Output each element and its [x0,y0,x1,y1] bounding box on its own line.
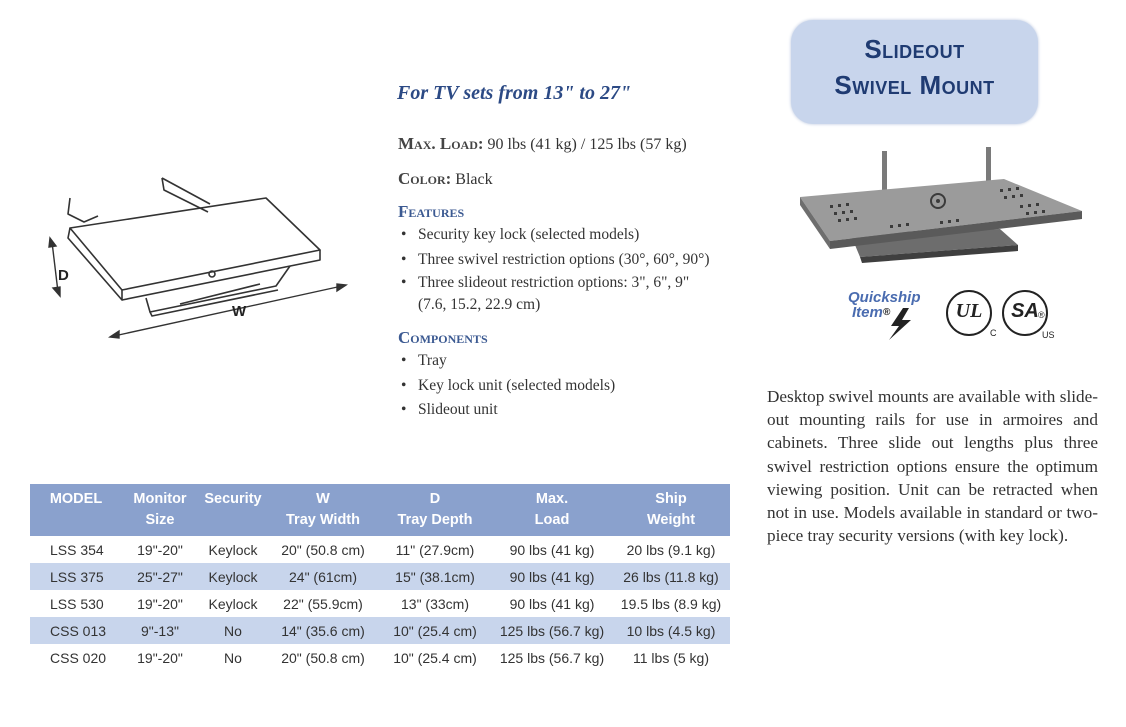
cell-max-load: 90 lbs (41 kg) [509,568,595,585]
cell-max-load: 90 lbs (41 kg) [509,595,595,612]
cell-ship-weight: 26 lbs (11.8 kg) [623,568,719,585]
color-label: Color: [398,169,452,188]
cell-tray-depth: 10" (25.4 cm) [393,622,477,639]
swivel-mount-product-image [790,145,1090,270]
cell-tray-width: 22" (55.9cm) [283,595,363,612]
cell-model: CSS 013 [50,622,107,639]
component-item: • Slideout unit [398,398,615,423]
header-max-load: Max. Load [534,491,570,528]
registered-mark: ® [882,307,891,318]
csa-registered-mark: ® [1038,310,1045,320]
ul-mark-text: UL [955,300,983,322]
cell-model: LSS 375 [50,568,104,585]
width-label: W [232,303,247,320]
header-tray-width: W Tray Width [286,491,360,528]
table-row [30,590,730,617]
cell-max-load: 90 lbs (41 kg) [509,541,595,558]
cell-tray-depth: 10" (25.4 cm) [393,649,477,666]
cell-security: Keylock [208,541,258,558]
components-list [398,349,615,423]
cell-tray-width: 24" (61cm) [289,568,357,585]
product-description: Desktop swivel mounts are available with slide-out mounting rails for use in armoires and cabinets. Three slide out lengths plus three swivel restriction options ensure the optimum viewing position. Unit can be retracted when not in use. Models available in standard or two-piece tray security versions (with key lock). [767,387,1098,546]
cell-tray-width: 20" (50.8 cm) [281,541,365,558]
table-row [30,617,730,644]
max-load-spec [398,134,687,154]
csa-mark-text: SA [1011,300,1039,322]
header-ship-weight: Ship Weight [646,491,696,528]
features-list [398,223,710,316]
header-model: MODEL [49,491,103,507]
cell-tray-width: 20" (50.8 cm) [281,649,365,666]
component-item: • Tray [398,349,615,374]
cell-monitor-size: 9"-13" [141,622,179,639]
cell-ship-weight: 20 lbs (9.1 kg) [626,541,716,558]
ul-certification-logo [946,290,992,336]
cell-model: LSS 354 [50,541,104,558]
quickship-text: Quickship [848,289,921,306]
badge-line-1: Slideout [864,34,965,64]
cell-security: No [224,649,242,666]
color-value: Black [455,171,493,188]
feature-text-metric: (7.6, 15.2, 22.9 cm) [418,296,541,313]
cell-monitor-size: 19"-20" [137,541,183,558]
tray-dimension-drawing [40,170,360,350]
cell-ship-weight: 10 lbs (4.5 kg) [626,622,716,639]
features-title: Features [398,202,465,221]
header-monitor-size: Monitor Size [133,491,187,528]
table-row [30,563,730,590]
cell-monitor-size: 19"-20" [137,595,183,612]
color-spec [398,169,493,189]
cell-security: Keylock [208,595,258,612]
cell-ship-weight: 19.5 lbs (8.9 kg) [620,595,722,612]
cell-max-load: 125 lbs (56.7 kg) [499,649,605,666]
quickship-item-text: Item [852,304,883,321]
cell-monitor-size: 25"-27" [137,568,183,585]
lightning-bolt-icon [887,308,913,340]
depth-label: D [58,267,69,284]
component-item: • Key lock unit (selected models) [398,374,615,399]
cell-max-load: 125 lbs (56.7 kg) [499,622,605,639]
cell-model: CSS 020 [50,649,107,666]
cell-monitor-size: 19"-20" [137,649,183,666]
cell-tray-depth: 11" (27.9cm) [395,541,475,558]
table-header-row [30,484,730,536]
header-tray-depth: D Tray Depth [397,491,473,528]
cell-tray-width: 14" (35.6 cm) [281,622,365,639]
cell-tray-depth: 15" (38.1cm) [395,568,475,585]
feature-item [398,272,710,316]
cell-tray-depth: 13" (33cm) [401,595,469,612]
cell-security: No [224,622,242,639]
model-specs-table [30,484,730,671]
tv-size-tagline: For TV sets from 13" to 27" [397,82,632,104]
components-title: Components [398,328,488,347]
feature-item: • Three swivel restriction options (30°, 60°, 90°) [398,248,710,273]
cell-ship-weight: 11 lbs (5 kg) [633,649,709,666]
badge-line-2: Swivel Mount [834,70,995,100]
product-title-badge [791,20,1038,124]
table-row [30,644,730,671]
csa-us-mark: US [1042,330,1055,340]
cell-model: LSS 530 [50,595,104,612]
feature-text: Three slideout restriction options: 3", 6", 9" [418,274,690,291]
max-load-label: Max. Load: [398,134,484,153]
header-security: Security [204,491,262,507]
max-load-value: 90 lbs (41 kg) / 125 lbs (57 kg) [487,136,687,153]
ul-c-mark: C [990,328,997,338]
cell-security: Keylock [208,568,258,585]
table-row [30,536,730,563]
feature-item: • Security key lock (selected models) [398,223,710,248]
